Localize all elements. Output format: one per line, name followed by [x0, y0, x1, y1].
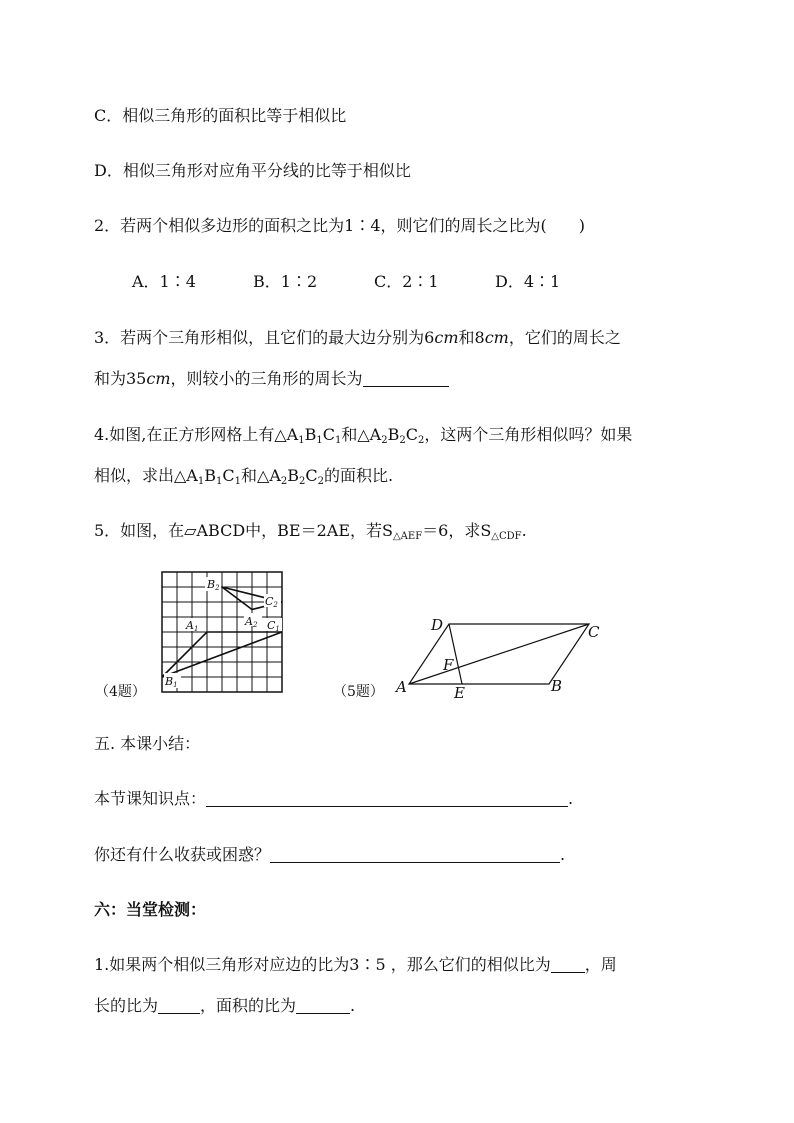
summary-gains: [94, 845, 565, 865]
gains-blank[interactable]: [270, 846, 560, 863]
label-c2: C2: [265, 595, 278, 609]
label-c1: C1: [267, 619, 280, 633]
q5-stem: [94, 521, 527, 541]
q4-text-c: ，这两个三角形相似吗？如果: [424, 425, 633, 444]
knowledge-blank[interactable]: [206, 790, 568, 807]
label-a2: A2: [245, 615, 258, 629]
q2-option-a: A．1∶4: [132, 272, 196, 291]
test-q1-text-a: 1.如果两个相似三角形对应边的比为3∶5 ，那么它们的相似比为: [94, 955, 551, 974]
q3-text-a: 3．若两个三角形相似，且它们的最大边分别为6: [94, 328, 435, 347]
q5-text-b: ＝6，求S: [422, 521, 492, 540]
figure-4-grid: [150, 565, 290, 700]
q5-sub-cdf: △CDF: [491, 531, 522, 542]
q4-text-e: 和△A: [241, 466, 281, 485]
summary-knowledge: [94, 789, 573, 809]
q3-text-b: 和8: [458, 328, 485, 347]
test-q1-line1: [94, 955, 617, 975]
area-blank[interactable]: [296, 997, 350, 1014]
test-q1-text-d: ，面积的比为: [200, 996, 297, 1015]
label-a: A: [396, 678, 407, 696]
q3-text-c: ，它们的周长之: [508, 328, 621, 347]
q2-option-c: C．2∶1: [374, 272, 439, 291]
q3-line2: [94, 369, 449, 389]
figure-4-caption: （4题）: [95, 684, 146, 700]
unit-cm: cm: [146, 369, 171, 388]
test-q1-text-c: 长的比为: [94, 996, 159, 1015]
label-d: D: [431, 616, 444, 634]
label-f: F: [443, 656, 454, 674]
q2-option-d: D．4∶1: [495, 272, 561, 291]
q3-answer-blank[interactable]: [363, 370, 449, 387]
label-c: C: [588, 623, 600, 641]
label-a1: A1: [186, 619, 199, 633]
gains-label: 你还有什么收获或困惑？: [94, 845, 271, 864]
test-q1-text-b: ，周: [584, 955, 617, 974]
q4-text-f: 的面积比.: [324, 466, 394, 485]
unit-cm: cm: [434, 328, 459, 347]
q5-text-a: 5．如图，在▱ABCD中，BE＝2AE，若S: [94, 521, 393, 540]
label-b: B: [551, 677, 563, 695]
label-b2: B2: [207, 578, 220, 592]
q1-option-c: C．相似三角形的面积比等于相似比: [94, 106, 347, 125]
q4-text-a: 4.如图,在正方形网格上有△A: [94, 425, 299, 444]
test-q1-text-e: .: [350, 996, 356, 1015]
period: .: [560, 845, 566, 864]
q4-line2: 相似，求出$\triangle A_1B_1C_1$和$\triangle A_2B_2C_2$的面积比.: [94, 466, 394, 487]
q2-option-b: B．1∶2: [253, 272, 318, 291]
q2-stem: 2．若两个相似多边形的面积之比为1∶4，则它们的周长之比为( ): [94, 216, 586, 235]
ratio-blank[interactable]: [551, 956, 585, 973]
test-heading: 六：当堂检测：: [94, 900, 207, 919]
figure-5-caption: （5题）: [333, 684, 384, 700]
knowledge-label: 本节课知识点：: [94, 789, 207, 808]
q5-sub-aef: △AEF: [392, 531, 423, 542]
period: .: [568, 789, 574, 808]
segment-de: [449, 624, 462, 684]
perimeter-blank[interactable]: [158, 997, 200, 1014]
test-q1-line2: [94, 996, 355, 1016]
label-e: E: [454, 684, 465, 702]
q4-text-b: 和△A: [341, 425, 382, 444]
figure-5-parallelogram: [390, 612, 610, 702]
q4-line1: 4.如图,在正方形网格上有$\triangle A_1B_1C_1$和$\triangle A_2B_2C_2$，这两个三角形相似吗？如果: [94, 425, 633, 446]
unit-cm: cm: [484, 328, 509, 347]
summary-heading: 五. 本课小结：: [94, 734, 201, 753]
q5-text-c: .: [521, 521, 527, 540]
q3-text-e: ，则较小的三角形的周长为: [170, 369, 363, 388]
q3-line1: [94, 328, 621, 348]
q1-option-d: D．相似三角形对应角平分线的比等于相似比: [94, 161, 411, 180]
q4-text-d: 相似，求出△A: [94, 466, 198, 485]
label-b1: B1: [165, 675, 178, 689]
q3-text-d: 和为35: [94, 369, 147, 388]
